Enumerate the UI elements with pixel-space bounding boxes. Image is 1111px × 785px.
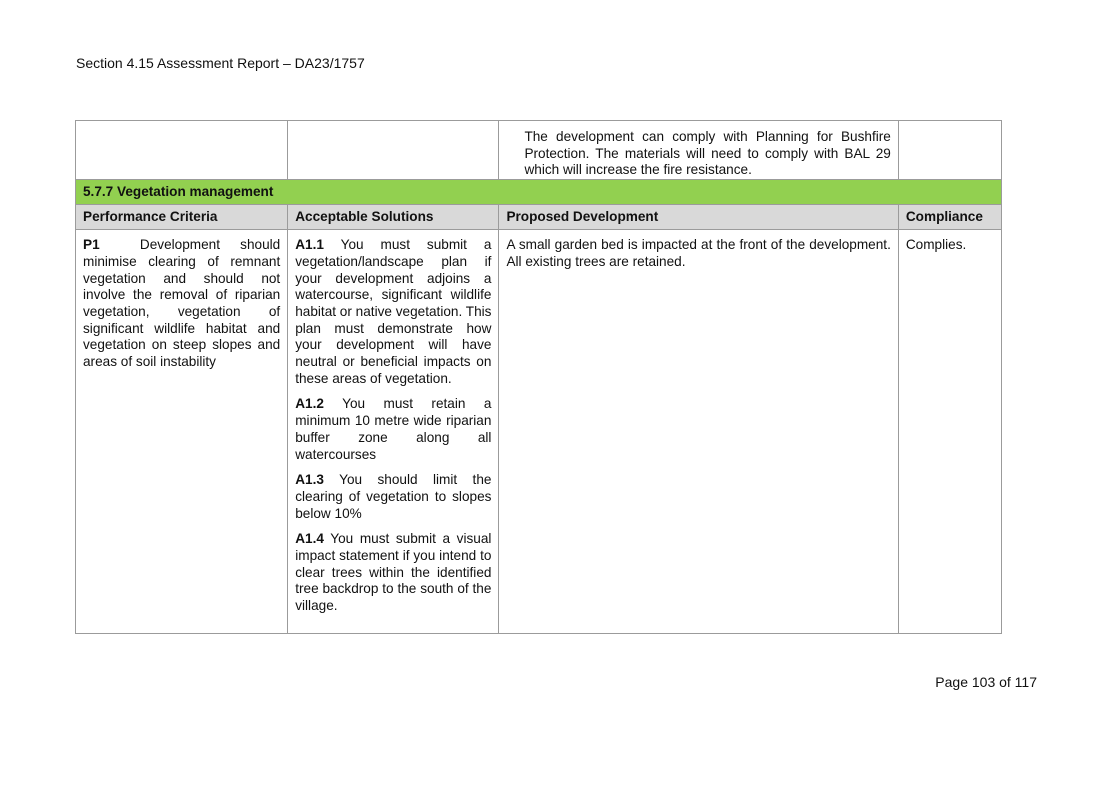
solution-text: You should limit the clearing of vegetation to slopes below 10% — [295, 472, 492, 521]
column-header-row — [76, 205, 1002, 230]
proposed-development-cell — [499, 230, 898, 634]
column-header-acceptable: Acceptable Solutions — [288, 205, 499, 230]
compliance-cell — [898, 230, 1001, 634]
solution-text: You must retain a minimum 10 metre wide riparian buffer zone along all watercourses — [295, 396, 492, 462]
performance-criteria-text — [83, 237, 280, 371]
solution-code: A1.1 — [295, 237, 324, 253]
assessment-table — [75, 120, 1002, 634]
table-row — [76, 230, 1002, 634]
continued-proposed-text: The development can comply with Planning for Bushfire Protection. The materials will need to comply with BAL 29 which will increase the fire resistance. — [524, 129, 891, 178]
solution-code: A1.4 — [295, 531, 324, 547]
solution-code: A1.2 — [295, 396, 324, 412]
solution-code: A1.3 — [295, 472, 324, 488]
performance-criteria-cell — [76, 230, 288, 634]
solution-item — [295, 472, 491, 522]
empty-cell — [288, 121, 499, 180]
compliance-status: Complies. — [905, 237, 967, 253]
acceptable-solutions-cell — [288, 230, 499, 634]
criteria-description: Development should minimise clearing of remnant vegetation and should not involve the removal of riparian vegetation, vegetation of significant wildlife habitat and vegetation on steep slopes and areas of soil instability — [83, 237, 281, 370]
document-header: Section 4.15 Assessment Report – DA23/1757 — [76, 55, 365, 71]
solution-text: You must submit a vegetation/landscape plan if your development adjoins a watercourse, significant wildlife habitat or native vegetation. This plan must demonstrate how your development will have neutral or beneficial impacts on these areas of vegetation. — [295, 237, 492, 386]
section-heading: 5.7.7 Vegetation management — [76, 180, 1002, 205]
solution-item — [295, 531, 491, 615]
solution-item — [295, 396, 491, 463]
solution-text: You must submit a visual impact statement if you intend to clear trees within the identified tree backdrop to the south of the village. — [295, 531, 492, 614]
continued-proposed-cell — [499, 121, 898, 180]
column-header-compliance: Compliance — [898, 205, 1001, 230]
empty-cell — [898, 121, 1001, 180]
column-header-proposed: Proposed Development — [499, 205, 898, 230]
criteria-code: P1 — [83, 237, 100, 253]
solution-item — [295, 237, 491, 387]
page-number: Page 103 of 117 — [935, 674, 1037, 690]
section-heading-row — [76, 180, 1002, 205]
empty-cell — [76, 121, 288, 180]
column-header-performance: Performance Criteria — [76, 205, 288, 230]
continued-row — [76, 121, 1002, 180]
proposed-development-text: A small garden bed is impacted at the front of the development. All existing trees are retained. — [506, 237, 891, 269]
